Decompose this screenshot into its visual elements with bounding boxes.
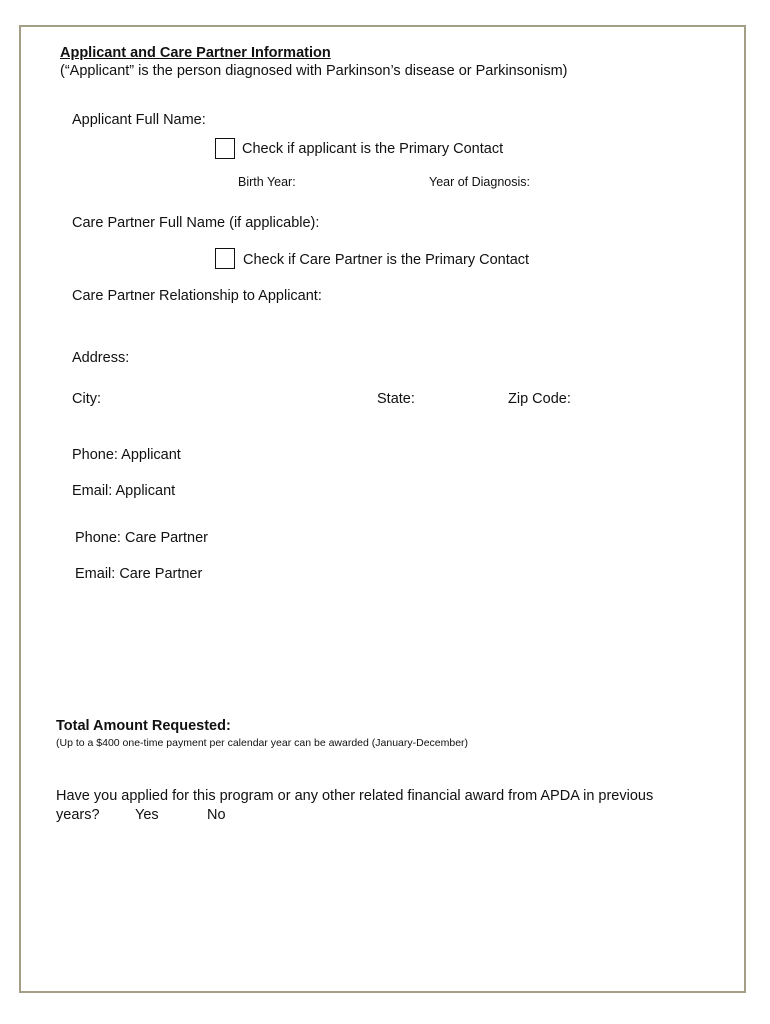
city-label: City: — [72, 391, 101, 407]
state-label: State: — [377, 391, 415, 407]
care-partner-primary-contact-label: Check if Care Partner is the Primary Contact — [243, 252, 530, 268]
answer-no[interactable]: No — [207, 807, 226, 823]
birth-year-label: Birth Year: — [238, 175, 296, 189]
section-subtitle: (“Applicant” is the person diagnosed with Parkinson’s disease or Parkinsonism) — [60, 63, 568, 79]
prior-application-question: Have you applied for this program or any other related financial award from APDA in previous — [56, 788, 654, 804]
phone-applicant-label: Phone: Applicant — [72, 447, 181, 463]
email-care-partner-label: Email: Care Partner — [75, 566, 203, 582]
phone-care-partner-label: Phone: Care Partner — [75, 530, 208, 546]
total-amount-label: Total Amount Requested: — [56, 718, 231, 734]
care-partner-primary-contact-checkbox[interactable] — [215, 248, 235, 269]
email-applicant-label: Email: Applicant — [72, 483, 176, 499]
prior-application-question-line2: years? — [56, 807, 100, 823]
applicant-primary-contact-label: Check if applicant is the Primary Contact — [242, 141, 504, 157]
form-border — [19, 25, 746, 993]
care-partner-relationship-label: Care Partner Relationship to Applicant: — [72, 288, 322, 304]
zip-code-label: Zip Code: — [508, 391, 571, 407]
applicant-full-name-label: Applicant Full Name: — [72, 112, 206, 128]
answer-yes[interactable]: Yes — [135, 807, 159, 823]
care-partner-full-name-label: Care Partner Full Name (if applicable): — [72, 215, 320, 231]
section-title: Applicant and Care Partner Information — [60, 45, 331, 61]
address-label: Address: — [72, 350, 130, 366]
amount-note: (Up to a $400 one-time payment per calendar year can be awarded (January-December) — [56, 737, 469, 749]
applicant-primary-contact-checkbox[interactable] — [215, 138, 235, 159]
diagnosis-year-label: Year of Diagnosis: — [429, 175, 530, 189]
